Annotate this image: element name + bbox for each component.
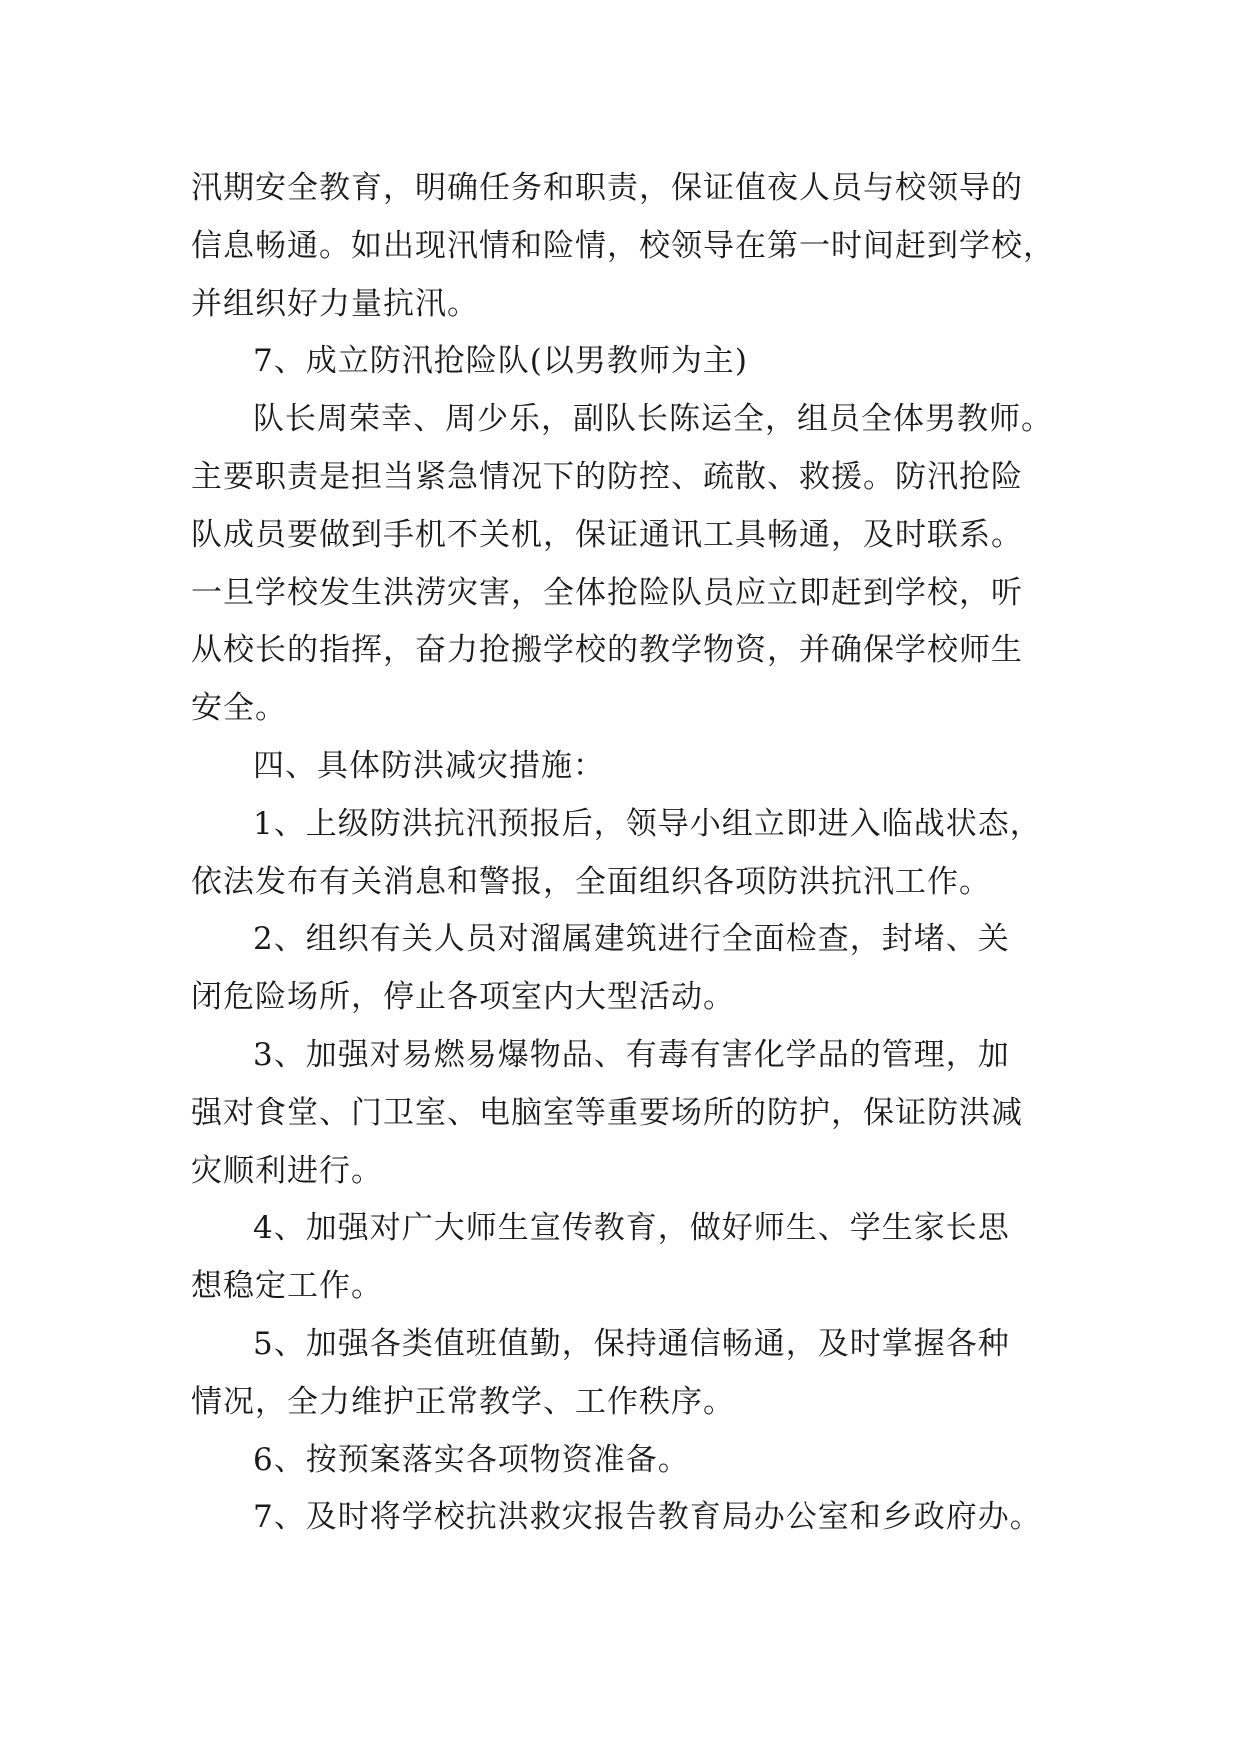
document-line: 依法发布有关消息和警报，全面组织各项防洪抗汛工作。: [191, 863, 991, 900]
document-line: 四、具体防洪减灾措施：: [253, 747, 605, 784]
document-line: 闭危险场所，停止各项室内大型活动。: [191, 979, 735, 1016]
document-line: 强对食堂、门卫室、电脑室等重要场所的防护，保证防洪减: [191, 1094, 1023, 1131]
document-line: 一旦学校发生洪涝灾害，全体抢险队员应立即赶到学校，听: [191, 574, 1023, 611]
document-line: 队成员要做到手机不关机，保证通讯工具畅通，及时联系。: [191, 516, 1023, 553]
document-line: 信息畅通。如出现汛情和险情，校领导在第一时间赶到学校，: [191, 227, 1055, 264]
document-line: 6、按预案落实各项物资准备。: [253, 1441, 690, 1478]
document-line: 汛期安全教育，明确任务和职责，保证值夜人员与校领导的: [191, 170, 1023, 206]
document-line: 2、组织有关人员对溜属建筑进行全面检查，封堵、关: [253, 921, 1010, 958]
document-line: 从校长的指挥，奋力抢搬学校的教学物资，并确保学校师生: [191, 632, 1023, 669]
document-line: 5、加强各类值班值勤，保持通信畅通，及时掌握各种: [253, 1325, 1010, 1362]
document-line: 1、上级防洪抗汛预报后，领导小组立即进入临战状态，: [253, 805, 1042, 842]
document-line: 灾顺利进行。: [191, 1152, 383, 1189]
document-line: 并组织好力量抗汛。: [191, 285, 479, 322]
document-line: 想稳定工作。: [191, 1268, 383, 1305]
document-line: 7、成立防汛抢险队(以男教师为主): [253, 343, 748, 380]
document-line: 情况，全力维护正常教学、工作秩序。: [191, 1383, 735, 1420]
document-line: 4、加强对广大师生宣传教育，做好师生、学生家长思: [253, 1210, 1010, 1247]
document-line: 主要职责是担当紧急情况下的防控、疏散、救援。防汛抢险: [191, 458, 1023, 495]
document-line: 队长周荣幸、周少乐，副队长陈运全，组员全体男教师。: [253, 401, 1053, 438]
document-line: 3、加强对易燃易爆物品、有毒有害化学品的管理，加: [253, 1036, 1010, 1073]
document-line: 安全。: [191, 690, 287, 727]
document-line: 7、及时将学校抗洪救灾报告教育局办公室和乡政府办。: [253, 1499, 1042, 1536]
document-body: [191, 160, 1071, 1547]
